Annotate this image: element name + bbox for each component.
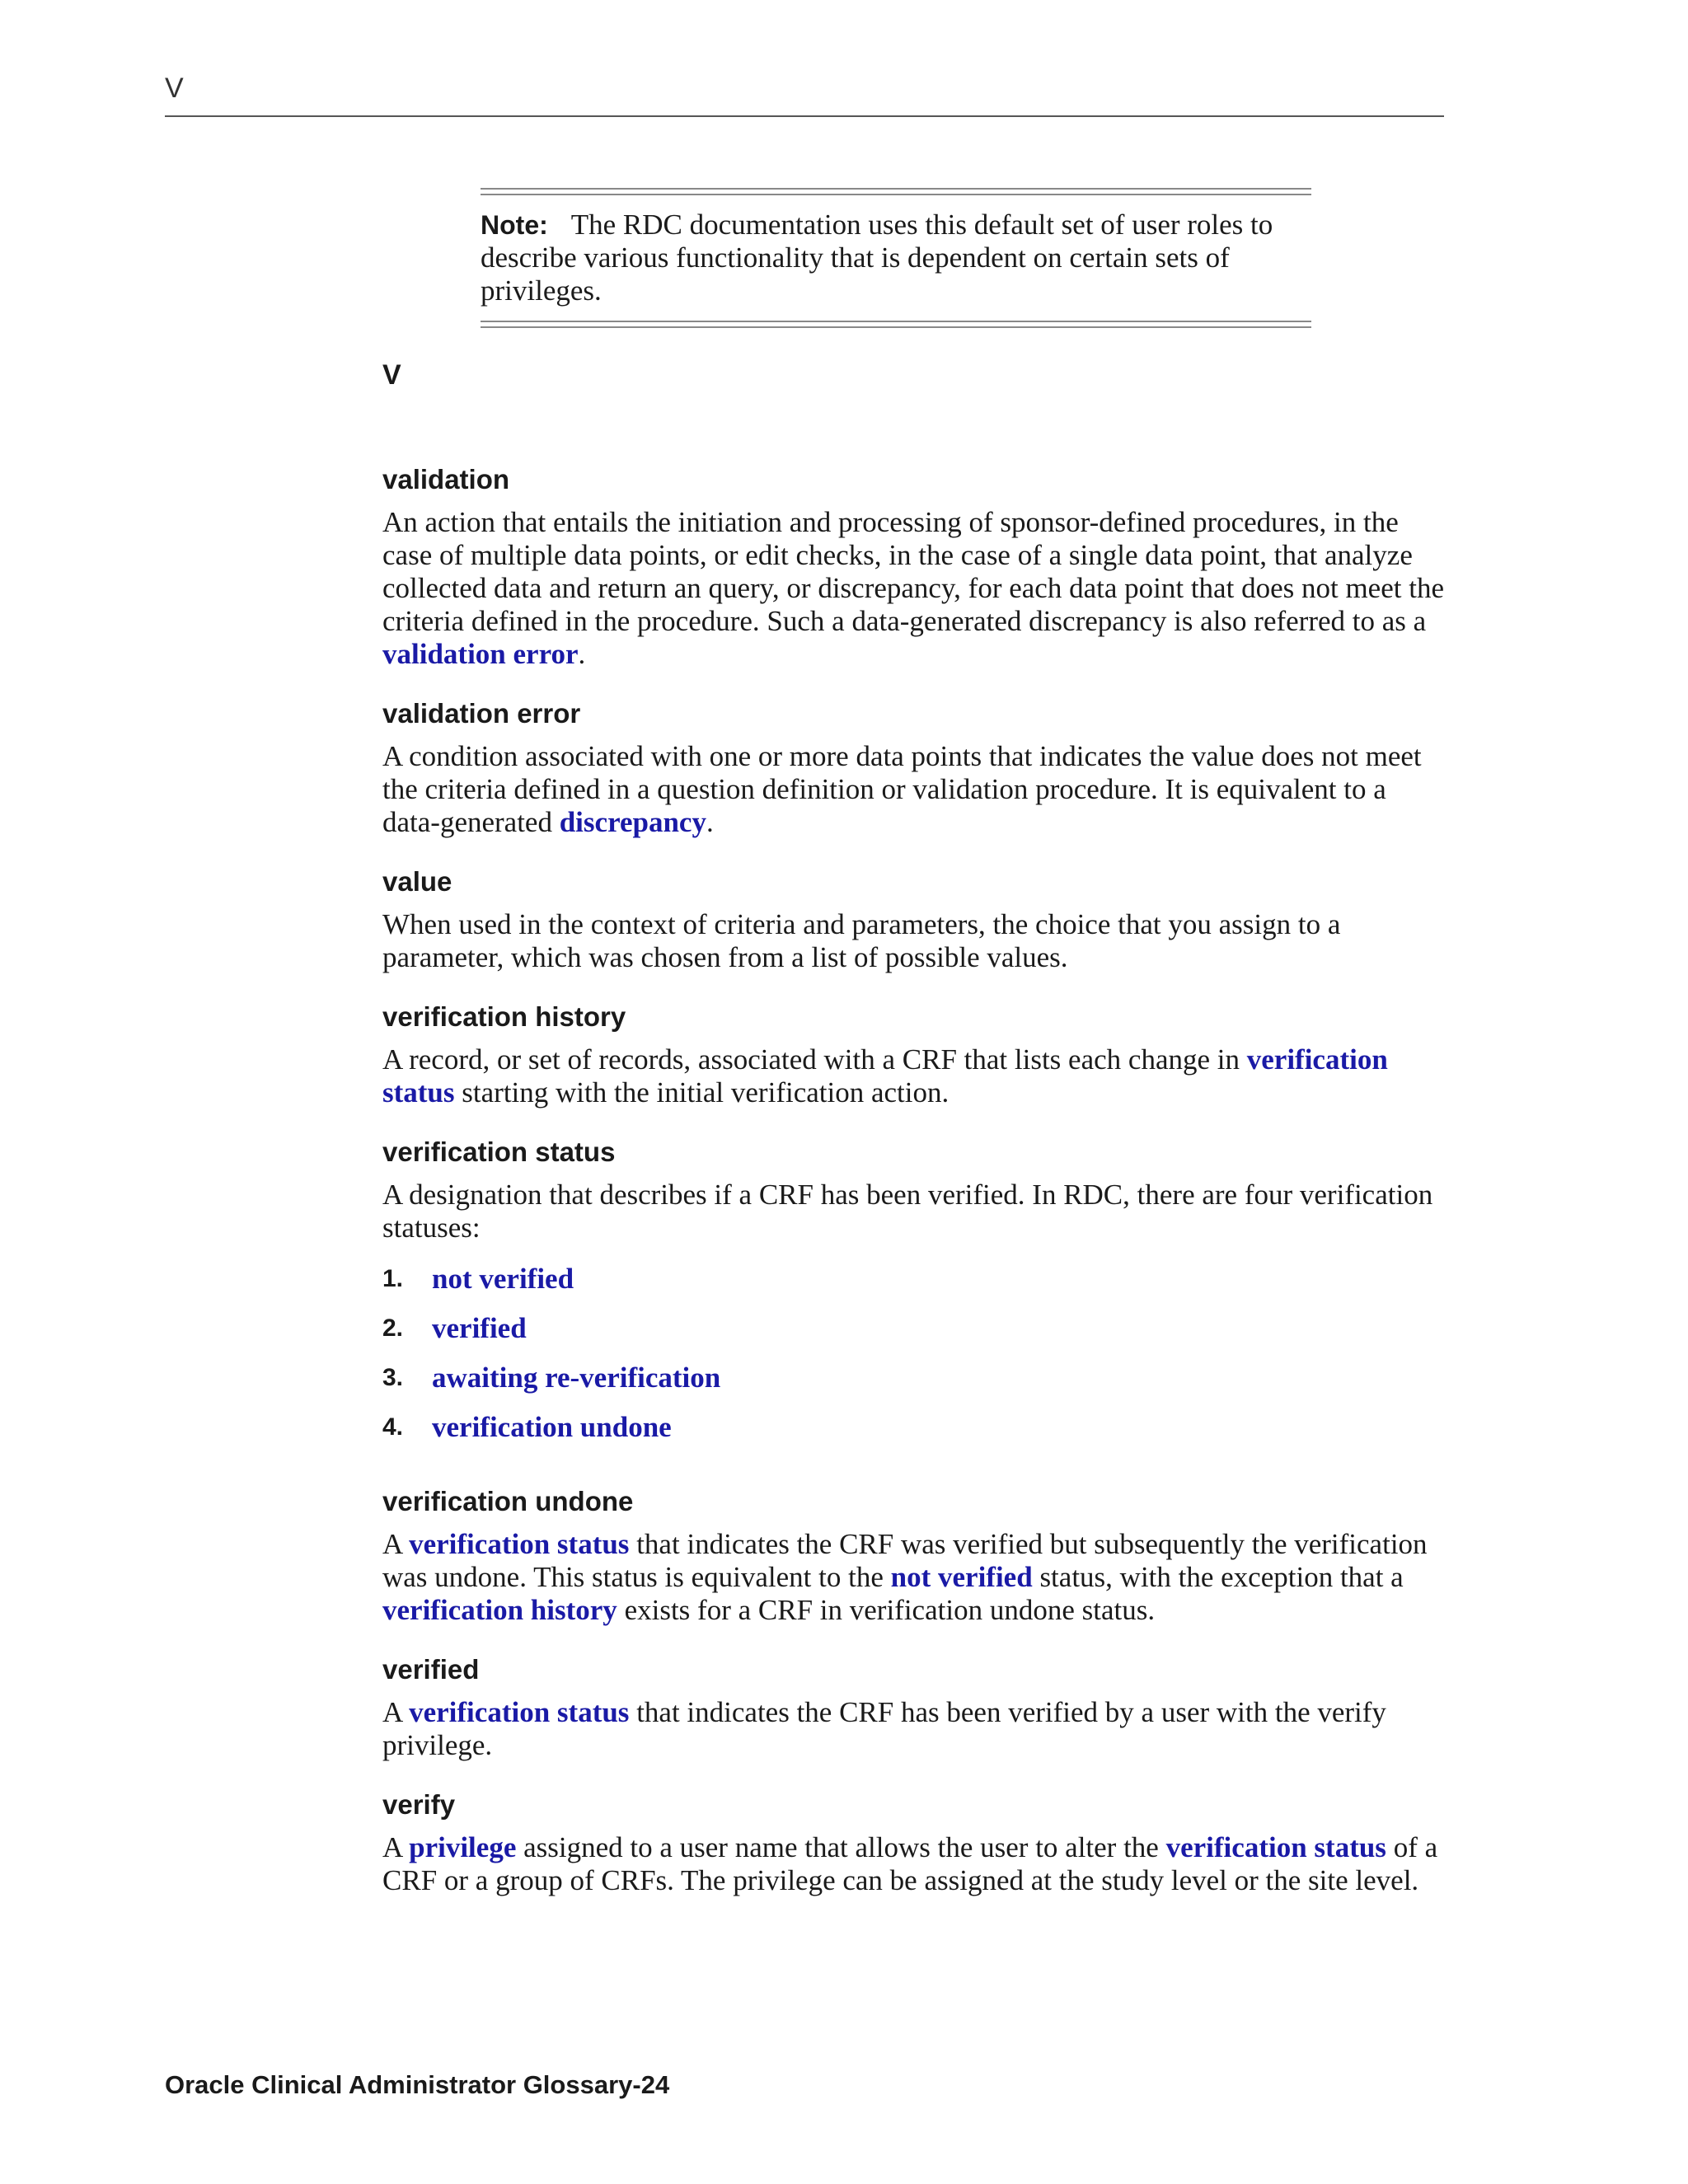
list-number: 3. [382, 1364, 404, 1391]
note-label: Note: [481, 210, 548, 240]
entry-verification-undone [382, 1485, 1446, 1627]
status-list [382, 1263, 1446, 1460]
note-bottom-rule [481, 321, 1311, 328]
definition-text: status, with the exception that a [1032, 1561, 1404, 1593]
list-number: 2. [382, 1315, 404, 1342]
entry-validation-error [382, 697, 1446, 839]
definition-text: An action that entails the initiation and processing of sponsor-defined procedures, in the case of multiple data points, or edit checks, in the case of a single data point, that analyze collected data and return an query, or discrepancy, for each data point that does not meet the criteria defined in the procedure. Such a data-generated discrepancy is also referred to as a [382, 506, 1444, 637]
section-letter: V [382, 359, 401, 391]
term-definition: A designation that describes if a CRF has been verified. In RDC, there are four verification statuses: [382, 1179, 1433, 1244]
term-definition [382, 1528, 1446, 1627]
term-definition: When used in the context of criteria and parameters, the choice that you assign to a parameter, which was chosen from a list of possible values. [382, 908, 1341, 973]
term-definition [382, 1831, 1446, 1897]
running-header: V [165, 73, 184, 104]
list-item [382, 1312, 1446, 1361]
definition-text: of a CRF or a group of CRFs. The privilege can be assigned at the study level or the site level. [382, 1831, 1438, 1896]
note-body: The RDC documentation uses this default set of user roles to describe various functionality that is dependent on certain sets of privileges. [481, 209, 1273, 307]
definition-text: starting with the initial verification action. [454, 1076, 950, 1108]
link-verification-history[interactable]: verification history [382, 1594, 617, 1626]
link-not-verified[interactable]: not verified [890, 1561, 1033, 1593]
definition-text: A record, or set of records, associated with a CRF that lists each change in [382, 1043, 1247, 1076]
link-not-verified[interactable]: not verified [432, 1263, 574, 1295]
link-discrepancy[interactable]: discrepancy [559, 806, 706, 838]
note-box [481, 188, 1311, 328]
list-item [382, 1263, 1446, 1312]
link-awaiting-re-verification[interactable]: awaiting re-verification [432, 1361, 721, 1394]
term-definition [382, 740, 1446, 839]
definition-text: A [382, 1696, 410, 1728]
note-text [481, 209, 1311, 307]
link-validation-error[interactable]: validation error [382, 638, 579, 670]
term-heading: verify [382, 1789, 456, 1820]
header-rule [165, 115, 1444, 117]
link-verification-status[interactable]: verification status [409, 1528, 630, 1560]
definition-text: A [382, 1831, 410, 1863]
term-heading: value [382, 866, 452, 897]
entry-verification-status [382, 1136, 1446, 1460]
definition-text: that indicates the CRF was verified but subsequently the verification was undone. This status is equivalent to the [382, 1528, 1428, 1593]
link-verified[interactable]: verified [432, 1312, 527, 1344]
definition-text: exists for a CRF in verification undone status. [617, 1594, 1156, 1626]
entry-verified [382, 1653, 1446, 1762]
glossary-entries [382, 463, 1446, 1924]
entry-validation [382, 463, 1446, 671]
note-top-rule [481, 188, 1311, 195]
term-heading: validation error [382, 698, 581, 729]
link-privilege[interactable]: privilege [409, 1831, 517, 1863]
definition-text: A [382, 1528, 410, 1560]
term-heading: verified [382, 1654, 480, 1685]
term-definition [382, 506, 1446, 671]
list-item [382, 1361, 1446, 1411]
link-verification-status[interactable]: verification status [409, 1696, 630, 1728]
list-item [382, 1411, 1446, 1460]
list-number: 4. [382, 1413, 404, 1441]
term-definition [382, 1696, 1446, 1762]
page-footer: Oracle Clinical Administrator Glossary-24 [165, 2070, 670, 2099]
link-verification-status[interactable]: verification status [382, 1043, 1388, 1108]
term-definition [382, 1043, 1446, 1109]
entry-verify [382, 1788, 1446, 1897]
definition-text: . [578, 638, 586, 670]
definition-text: that indicates the CRF has been verified by a user with the verify privilege. [382, 1696, 1386, 1761]
definition-text: . [706, 806, 714, 838]
link-verification-status[interactable]: verification status [1165, 1831, 1386, 1863]
definition-text: assigned to a user name that allows the user to alter the [516, 1831, 1166, 1863]
list-number: 1. [382, 1265, 404, 1292]
term-heading: verification history [382, 1001, 626, 1032]
term-heading: verification status [382, 1137, 616, 1167]
term-heading: verification undone [382, 1486, 634, 1516]
entry-verification-history [382, 1001, 1446, 1109]
term-heading: validation [382, 464, 510, 494]
entry-value [382, 865, 1446, 974]
link-verification-undone[interactable]: verification undone [432, 1411, 672, 1443]
definition-text: A condition associated with one or more data points that indicates the value does not meet the criteria defined in a question definition or validation procedure. It is equivalent to a data-generated [382, 740, 1422, 838]
